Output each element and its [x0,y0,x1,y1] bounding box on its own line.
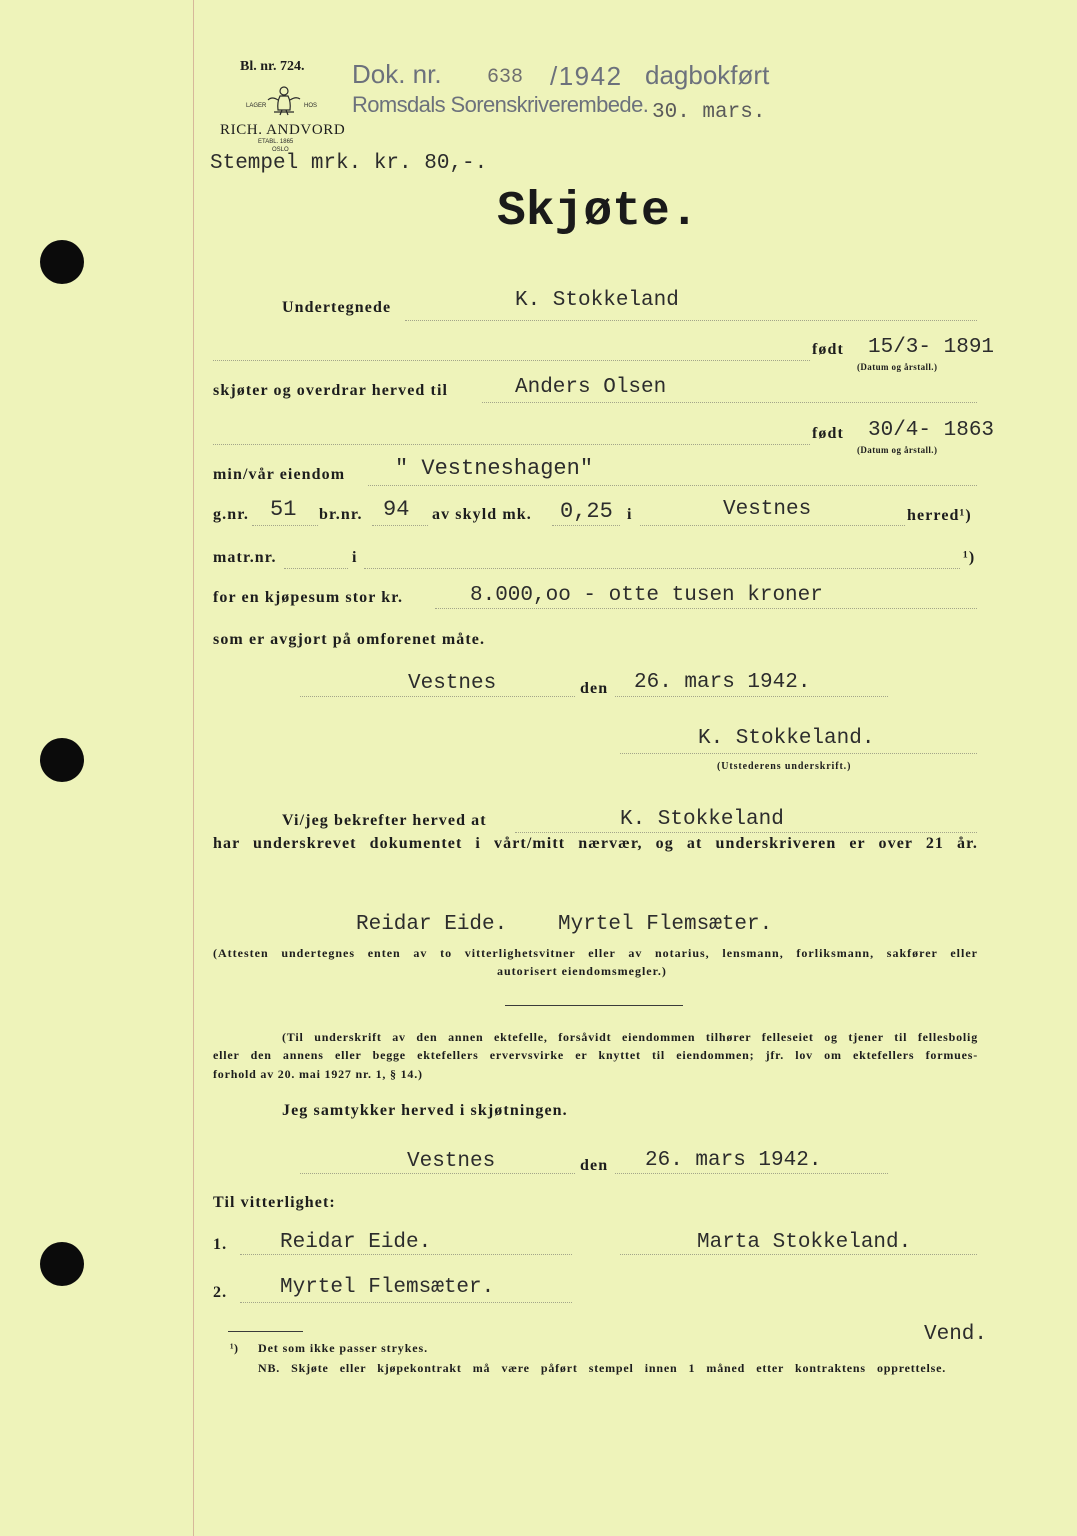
stamp-date: 30. mars. [652,101,766,124]
attestation-signer: K. Stokkeland [620,808,784,831]
witness-number-2: 2. [213,1284,228,1301]
form-number: Bl. nr. 724. [240,59,305,74]
witness-name-2: Myrtel Flemsæter. [280,1276,495,1299]
buyer-name: Anders Olsen [515,376,667,399]
spouse-note-line-3: forhold av 20. mai 1927 nr. 1, § 14.) [213,1067,423,1081]
stamp-status: dagbokført [645,60,770,90]
seller-born-hint: (Datum og årstall.) [857,362,938,372]
matr-line-2 [364,568,960,569]
spouse-note-line-1: (Til underskrift av den annen ektefelle, forsåvidt eiendommen tilhører felleseiet og tjener til fellesbolig [282,1030,978,1044]
attestation-note-line-1: (Attesten undertegnes enten av to vitterlighetsvitner eller av notarius, lensmann, forliksmann, sakfører eller [213,946,978,960]
buyer-born-label: født [812,425,844,442]
attestation-statement: har underskrevet dokumentet i vårt/mitt nærvær, og at underskriveren er over 21 år. [213,835,978,852]
signing-date: 26. mars 1942. [634,671,811,694]
stamp-duty: Stempel mrk. kr. 80,-. [210,152,488,175]
section-divider [505,1005,683,1006]
gnr-value: 51 [270,497,297,522]
punch-hole-top [40,240,84,284]
skyld-label: av skyld mk. [432,506,532,523]
buyer-born-date: 30/4- 1863 [868,419,995,442]
punch-hole-middle [40,738,84,782]
witness-section-label: Til vitterlighet: [213,1194,336,1211]
matr-note: ¹) [963,549,976,566]
consent-place: Vestnes [407,1150,496,1173]
seller-born-date: 15/3- 1891 [868,336,995,359]
seller-name: K. Stokkeland [515,289,679,312]
spouse-consent-statement: Jeg samtykker herved i skjøtningen. [282,1102,568,1119]
footnote-separator [228,1331,303,1332]
consent-place-line [300,1173,575,1174]
witness-line-1 [240,1254,572,1255]
publisher-city: OSLO [272,147,289,153]
bnr-line [372,525,428,526]
spouse-signature: Marta Stokkeland. [697,1231,912,1254]
spouse-signature-line [620,1254,977,1255]
attestation-note-line-2: autorisert eiendomsmegler.) [497,964,667,978]
property-line [368,485,977,486]
attestation-line [515,832,977,833]
attestation-label: Vi/jeg bekrefter herved at [282,812,487,829]
publisher-name: RICH. ANDVORD [220,122,346,138]
issuer-signature-caption: (Utstederens underskrift.) [717,761,852,772]
witness-line-2 [240,1302,572,1303]
buyer-line [482,402,977,403]
publisher-established: ETABL. 1865 [258,139,294,145]
property-label: min/vår eiendom [213,466,346,483]
seller-line-2 [213,360,810,361]
bnr-value: 94 [383,497,410,522]
document-title: Skjøte. [497,185,699,239]
price-line [435,608,977,609]
seller-born-label: født [812,341,844,358]
footnote-nb: NB. Skjøte eller kjøpekontrakt må være påført stempel innen 1 måned etter kontraktens opprettelse. [258,1361,946,1375]
logo-text-left: LAGER [246,103,267,109]
matr-label: matr.nr. [213,549,277,566]
bnr-label: br.nr. [319,506,363,523]
municipality-label: herred¹) [907,507,972,524]
price-amount: 8.000,oo - otte tusen kroner [470,584,823,607]
seller-line [405,320,977,321]
municipality-line [640,525,905,526]
signing-place: Vestnes [408,672,497,695]
logo-text-right: HOS [304,103,318,109]
spouse-note-line-2: eller den annens eller begge ektefellers ervervsvirke er knyttet til eiendommen; jfr. lov om ektefellers formues- [213,1048,978,1062]
margin-line [193,0,194,1536]
footnote-marker: ¹) [230,1341,239,1355]
attestation-witness-2: Myrtel Flemsæter. [558,913,773,936]
signing-date-line [615,696,888,697]
buyer-label: skjøter og overdrar herved til [213,382,449,399]
consent-date-line [615,1173,888,1174]
stamp-office: Romsdals Sorenskriverembede. [352,92,649,117]
signing-place-line [300,696,575,697]
property-name: " Vestneshagen" [395,456,594,481]
punch-hole-bottom [40,1242,84,1286]
stamp-doc-number: 638 [487,66,524,89]
consent-den: den [580,1157,609,1174]
attestation-witness-1: Reidar Eide. [356,913,508,936]
buyer-line-2 [213,444,810,445]
municipality-value: Vestnes [723,498,812,521]
signature-line [620,753,977,754]
footnote-strike-note: Det som ikke passer strykes. [258,1341,428,1355]
municipality-in-label: i [627,506,633,523]
consent-date: 26. mars 1942. [645,1149,822,1172]
price-settled: som er avgjort på omforenet måte. [213,631,486,648]
buyer-born-hint: (Datum og årstall.) [857,445,938,455]
publisher-logo-icon [244,84,320,118]
stamp-doc-label: Dok. nr. [352,59,442,89]
seller-label: Undertegnede [282,299,392,316]
witness-name-1: Reidar Eide. [280,1231,432,1254]
witness-number-1: 1. [213,1236,228,1253]
gnr-label: g.nr. [213,506,250,523]
stamp-doc-year: /1942 [550,61,623,91]
matr-in-label: i [352,549,358,566]
skyld-line [552,525,620,526]
issuer-signature: K. Stokkeland. [698,727,875,750]
turn-page-note: Vend. [924,1323,988,1346]
gnr-line [252,525,318,526]
matr-line [284,568,348,569]
skyld-value: 0,25 [560,499,613,524]
signing-den: den [580,680,609,697]
price-label: for en kjøpesum stor kr. [213,589,404,606]
